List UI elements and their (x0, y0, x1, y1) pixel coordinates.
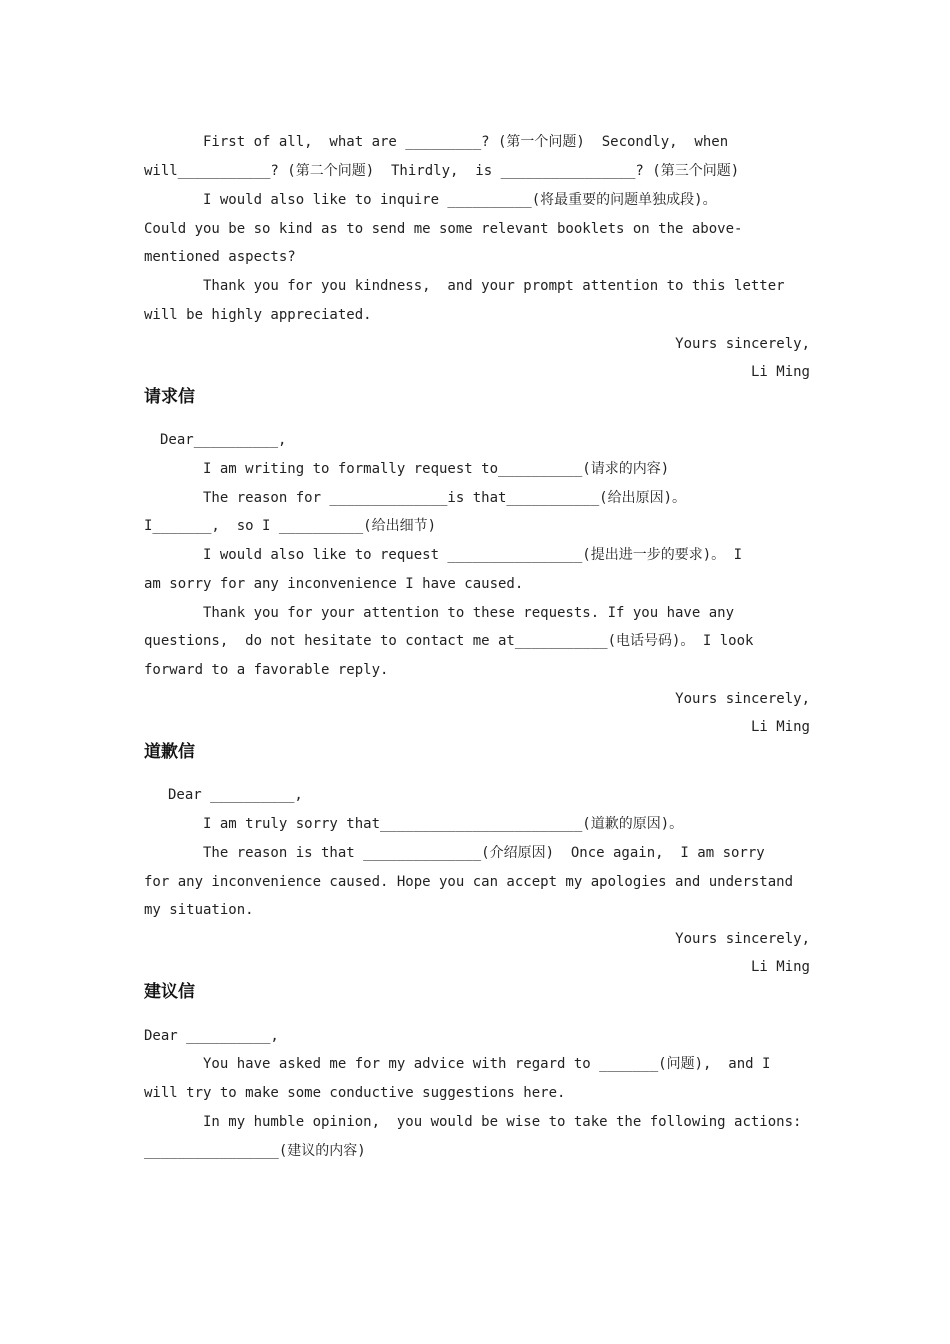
inquiry-paragraph-1-line-1: First of all, what are _________? (第一个问题) Secondly, when (203, 134, 729, 150)
advice-paragraph-1-line-2: will try to make some conductive suggestions here. (144, 1085, 566, 1101)
apology-letter-heading: 道歉信 (144, 742, 195, 762)
apology-paragraph-2-line-1: The reason is that ______________(介绍原因) Once again, I am sorry (203, 845, 765, 861)
request-closing: Yours sincerely, (675, 691, 810, 707)
advice-salutation: Dear __________, (144, 1028, 279, 1044)
apology-paragraph-2-line-2: for any inconvenience caused. Hope you can accept my apologies and understand (144, 874, 794, 890)
inquiry-signature: Li Ming (750, 364, 810, 380)
advice-paragraph-2-line-1: In my humble opinion, you would be wise to take the following actions: (203, 1114, 802, 1130)
request-paragraph-2-line-2: I_______, so I __________(给出细节) (144, 518, 437, 534)
apology-closing: Yours sincerely, (675, 931, 810, 947)
apology-paragraph-2-line-3: my situation. (144, 902, 254, 918)
advice-paragraph-2-line-2: ________________(建议的内容) (144, 1143, 366, 1159)
request-paragraph-1: I am writing to formally request to__________(请求的内容) (203, 461, 670, 477)
inquiry-closing: Yours sincerely, (675, 336, 810, 352)
request-paragraph-2-line-1: The reason for ______________is that___________(给出原因)。 (203, 490, 687, 506)
apology-salutation: Dear __________, (168, 787, 303, 803)
advice-paragraph-1-line-1: You have asked me for my advice with regard to _______(问题), and I (203, 1056, 771, 1072)
apology-signature: Li Ming (750, 959, 810, 975)
request-paragraph-4-line-3: forward to a favorable reply. (144, 662, 389, 678)
advice-letter-heading: 建议信 (144, 982, 195, 1002)
inquiry-paragraph-3-line-2: will be highly appreciated. (144, 307, 372, 323)
inquiry-paragraph-3-line-1: Thank you for you kindness, and your prompt attention to this letter (203, 278, 785, 294)
request-letter-heading: 请求信 (144, 387, 195, 407)
inquiry-paragraph-1-line-2: will___________? (第二个问题) Thirdly, is ________________? (第三个问题) (144, 163, 740, 179)
request-paragraph-4-line-2: questions, do not hesitate to contact me at___________(电话号码)。 I look (144, 633, 754, 649)
request-paragraph-4-line-1: Thank you for your attention to these requests. If you have any (203, 605, 735, 621)
inquiry-paragraph-2-line-2: Could you be so kind as to send me some relevant booklets on the above- (144, 221, 743, 237)
apology-paragraph-1: I am truly sorry that________________________(道歉的原因)。 (203, 816, 684, 832)
request-paragraph-3-line-2: am sorry for any inconvenience I have caused. (144, 576, 524, 592)
inquiry-paragraph-2-line-3: mentioned aspects? (144, 249, 296, 265)
request-paragraph-3-line-1: I would also like to request ________________(提出进一步的要求)。 I (203, 547, 743, 563)
request-signature: Li Ming (750, 719, 810, 735)
inquiry-paragraph-2-line-1: I would also like to inquire __________(将最重要的问题单独成段)。 (203, 192, 717, 208)
request-salutation: Dear__________, (160, 432, 287, 448)
